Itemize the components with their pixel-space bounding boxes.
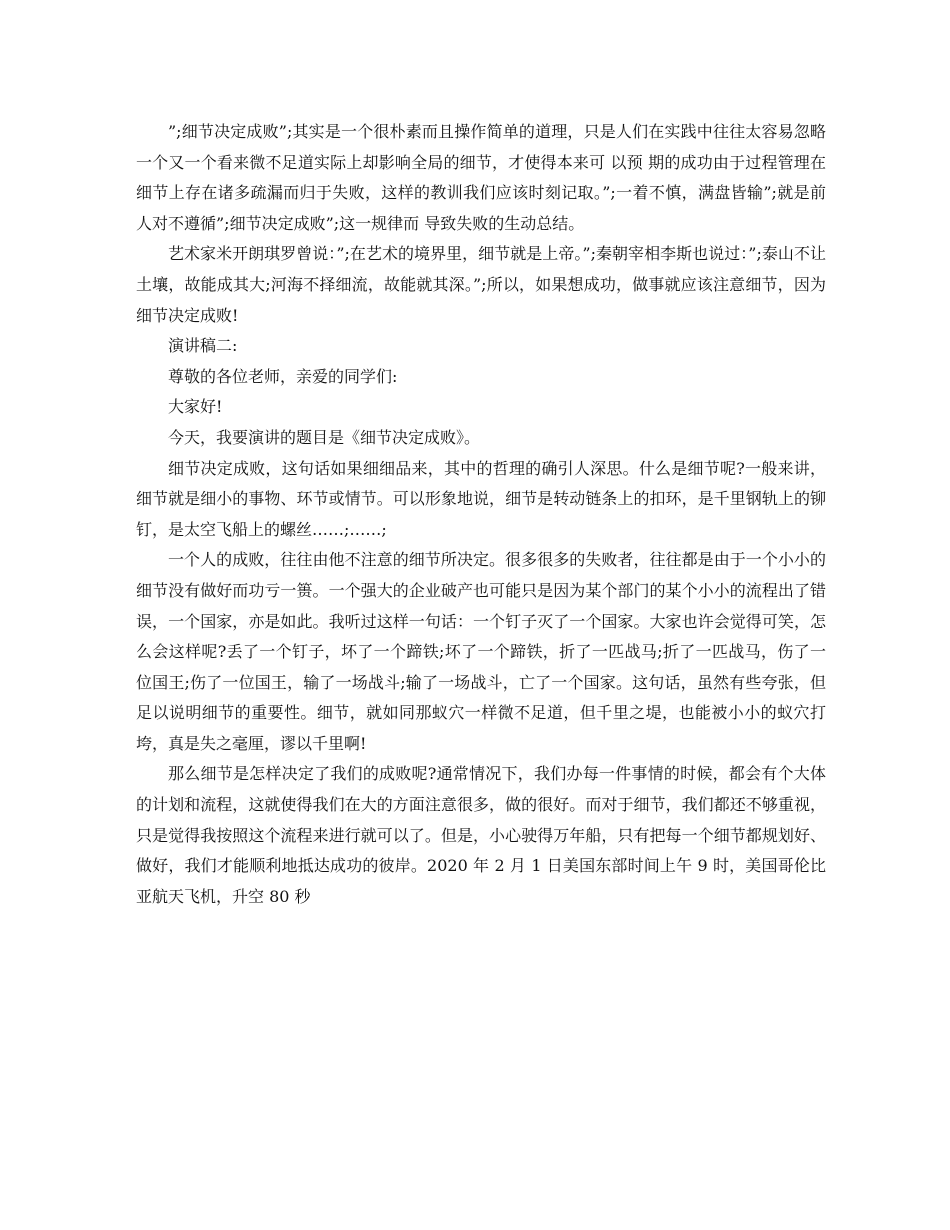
- greeting: 大家好!: [168, 397, 223, 417]
- paragraph-details-principle: ”;细节决定成败”;其实是一个很朴素而且操作简单的道理，只是人们在实践中往往太容易忽略一个又一个看来微不足道实际上却影响全局的细节，才使得本来可 以预 期的成功由于过程管理在细节上存在诸多疏漏而归于失败，这样的教训我们应该时刻记取。”;一着不慎，满盘皆输”;就是前人对不遵循”;细节决定成败”;这一规律而 导致失败的生动总结。: [136, 122, 826, 233]
- salutation: 尊敬的各位老师，亲爱的同学们:: [168, 366, 398, 386]
- speech-two-heading: 演讲稿二:: [168, 336, 238, 356]
- paragraph-nail-story: 一个人的成败，往往由他不注意的细节所决定。很多很多的失败者，往往都是由于一个小小的细节没有做好而功亏一篑。一个强大的企业破产也可能只是因为某个部门的某个小小的流程出了错误，一个国家，亦是如此。我听过这样一句话：一个钉子灭了一个国家。大家也许会觉得可笑，怎么会这样呢?丢了一个钉子，坏了一个蹄铁;坏了一个蹄铁，折了一匹战马;折了一匹战马，伤了一位国王;伤了一位国王，输了一场战斗;输了一场战斗，亡了一个国家。这句话，虽然有些夸张，但足以说明细节的重要性。细节，就如同那蚁穴一样微不足道，但千里之堤，也能被小小的蚁穴打垮，真是失之毫厘，谬以千里啊!: [136, 550, 826, 753]
- document-page: [136, 117, 826, 912]
- speech-topic: 今天，我要演讲的题目是《细节决定成败》。: [168, 427, 481, 447]
- paragraph-how-details-decide: 那么细节是怎样决定了我们的成败呢?通常情况下，我们办每一件事情的时候，都会有个大体的计划和流程，这就使得我们在大的方面注意很多，做的很好。而对于细节，我们都还不够重视，只是觉得我按照这个流程来进行就可以了。但是，小心驶得万年船，只有把每一个细节都规划好、做好，我们才能顺利地抵达成功的彼岸。2020 年 2 月 1 日美国东部时间上午 9 时，美国哥伦比亚航天飞机，升空 80 秒: [136, 764, 826, 906]
- paragraph-what-is-detail: 细节决定成败，这句话如果细细品来，其中的哲理的确引人深思。什么是细节呢?一般来讲，细节就是细小的事物、环节或情节。可以形象地说，细节是转动链条上的扣环，是千里钢轨上的铆钉，是太空飞船上的螺丝……;……;: [136, 458, 826, 539]
- paragraph-michelangelo-quote: 艺术家米开朗琪罗曾说：”;在艺术的境界里，细节就是上帝。”;秦朝宰相李斯也说过：”;泰山不让土壤，故能成其大;河海不择细流，故能就其深。”;所以，如果想成功，做事就应该注意细节，因为细节决定成败!: [136, 244, 826, 325]
